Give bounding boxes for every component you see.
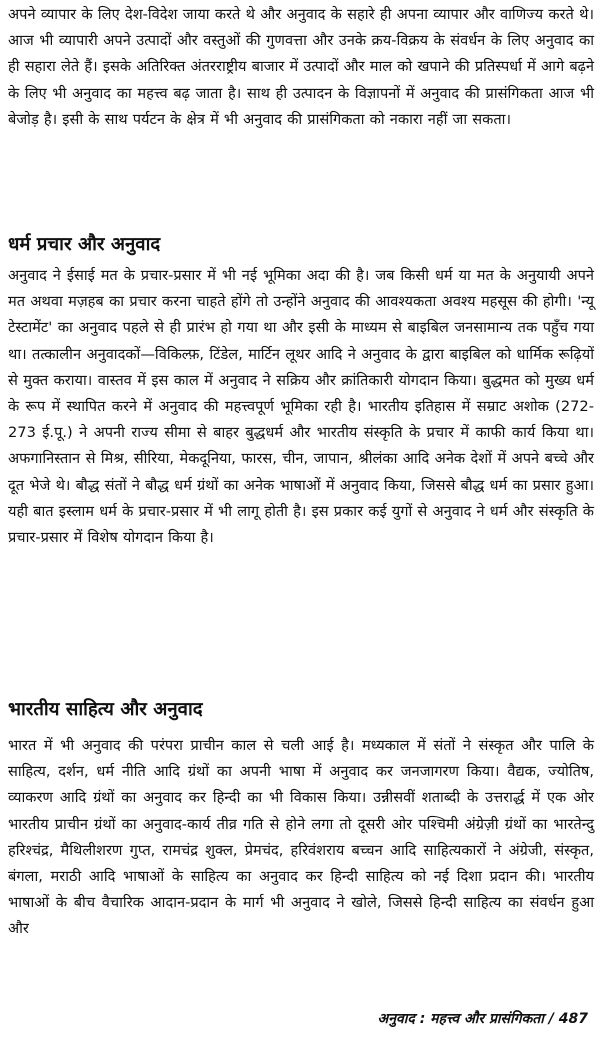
- section-heading-literature: भारतीय साहित्य और अनुवाद: [8, 699, 203, 720]
- page-number: 487: [558, 1011, 588, 1027]
- section-paragraph-literature: भारत में भी अनुवाद की परंपरा प्राचीन काल से चली आई है। मध्यकाल में संतों ने संस्कृत और पालि के साहित्य, दर्शन, धर्म नीति आदि ग्रंथों का अपनी भाषा में अनुवाद कर जनजागरण किया। वैद्यक, ज्योतिष, व्याकरण आदि ग्रंथों का अनुवाद कर हिन्दी का भी विकास किया। उन्नीसवीं शताब्दी के उत्तरार्द्ध में एक ओर भारतीय प्राचीन ग्रंथों का अनुवाद-कार्य तीव्र गति से होने लगा तो दूसरी ओर पश्चिमी अंग्रेज़ी ग्रंथों का भारतेन्दु हरिश्चंद्र, मैथिलीशरण गुप्त, रामचंद्र शुक्ल, प्रेमचंद, हरिवंशराय बच्चन आदि साहित्यकारों ने अंग्रेजी, संस्कृत, बंगला, मराठी आदि भाषाओं के साहित्य का अनुवाद कर हिन्दी साहित्य को नई दिशा प्रदान की। भारतीय भाषाओं के बीच वैचारिक आदान-प्रदान के मार्ग भी अनुवाद ने खोले, जिससे हिन्दी साहित्य का संवर्धन हुआ और: [8, 737, 594, 938]
- section-heading-religion: धर्म प्रचार और अनुवाद: [8, 234, 161, 255]
- section-paragraph-religion: अनुवाद ने ईसाई मत के प्रचार-प्रसार में भी नई भूमिका अदा की है। जब किसी धर्म या मत के अनुयायी अपने मत अथवा मज़हब का प्रचार करना चाहते होंगे तो उन्होंने अनुवाद की आवश्यकता अवश्य महसूस की होगी। 'न्यू टेस्टामेंट' का अनुवाद पहले से ही प्रारंभ हो गया था और इसी के माध्यम से बाइबिल जनसामान्य तक पहुँच गया था। तत्कालीन अनुवादकों—विकिल्फ़, टिंडेल, मार्टिन लूथर आदि ने अनुवाद के द्वारा बाइबिल को धार्मिक रूढ़ियों से मुक्त कराया। वास्तव में इस काल में अनुवाद ने सक्रिय और क्रांतिकारी योगदान किया। बुद्धमत को मुख्य धर्म के रूप में स्थापित करने में अनुवाद की महत्त्वपूर्ण भूमिका रही है। भारतीय इतिहास में सम्राट अशोक (272-273 ई.पू.) ने अपनी राज्य सीमा से बाहर बुद्धधर्म और भारतीय संस्कृति के प्रचार में काफी कार्य किया था। अफगानिस्तान से मिश्र, सीरिया, मेकदूनिया, फारस, चीन, जापान, श्रीलंका आदि अनेक देशों में अपने बच्चे और दूत भेजे थे। बौद्ध संतों ने बौद्ध धर्म ग्रंथों का अनेक भाषाओं में अनुवाद किया, जिससे बौद्ध धर्म का प्रसार हुआ। यही बात इस्लाम धर्म के प्रचार-प्रसार में भी लागू होती है। इस प्रकार कई युगों से अनुवाद ने धर्म और संस्कृति के प्रचार-प्रसार में विशेष योगदान किया है।: [8, 267, 595, 547]
- running-title: अनुवाद : महत्त्व और प्रासंगिकता: [377, 1011, 544, 1027]
- page-footer: [378, 1008, 588, 1030]
- footer-separator: /: [548, 1011, 554, 1027]
- intro-paragraph: अपने व्यापार के लिए देश-विदेश जाया करते थे और अनुवाद के सहारे ही अपना व्यापार और वाणिज्य करते थे। आज भी व्यापारी अपने उत्पादों और वस्तुओं की गुणवत्ता और उनके क्रय-विक्रय के संवर्धन के लिए अनुवाद का ही सहारा लेते हैं। इसके अतिरिक्त अंतरराष्ट्रीय बाजार में उत्पादों और माल को खपाने की प्रतिस्पर्धा में आगे बढ़ने के लिए भी अनुवाद का महत्त्व बढ़ जाता है। साथ ही उत्पादन के विज्ञापनों में अनुवाद की प्रासंगिकता आज भी बेजोड़ है। इसी के साथ पर्यटन के क्षेत्र में भी अनुवाद की प्रासंगिकता को नकारा नहीं जा सकता।: [8, 6, 594, 128]
